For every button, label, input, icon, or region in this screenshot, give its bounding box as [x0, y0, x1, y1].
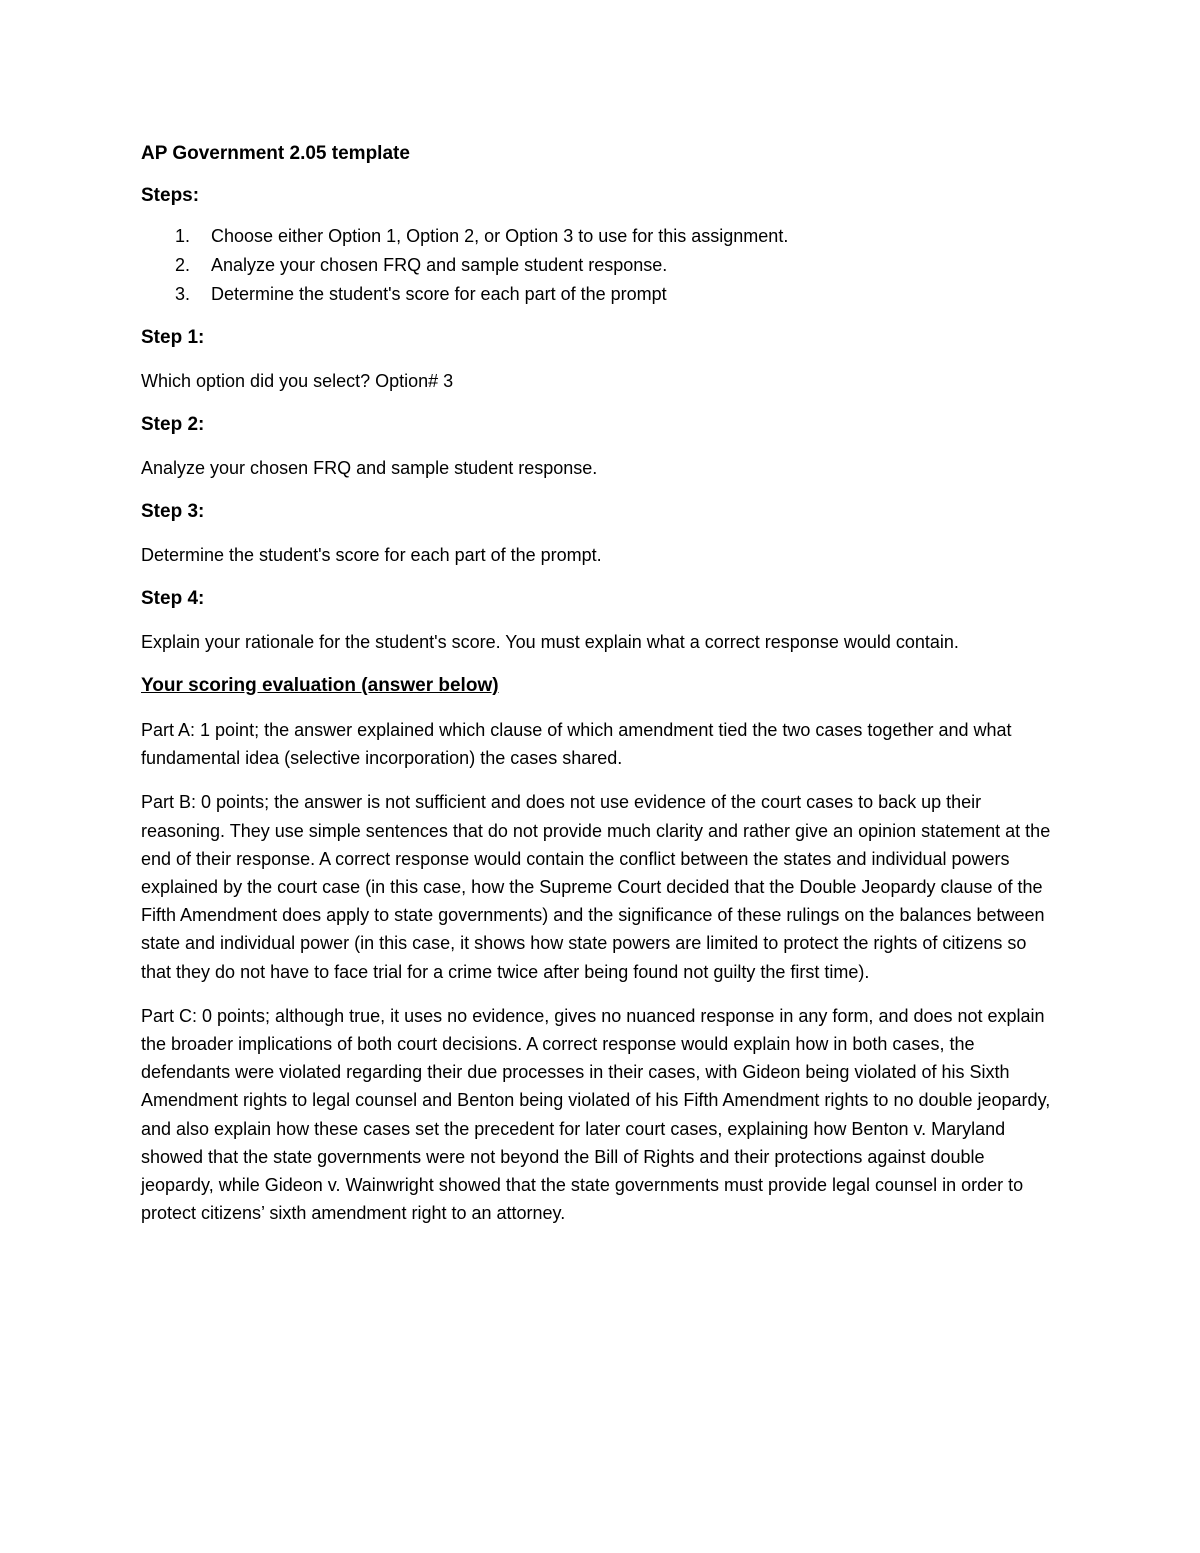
- step2-heading: Step 2:: [141, 414, 205, 435]
- evaluation-heading: Your scoring evaluation (answer below): [141, 675, 499, 696]
- list-item-text: Analyze your chosen FRQ and sample student response.: [211, 255, 668, 275]
- list-item-number: 1.: [175, 226, 191, 246]
- list-item-number: 3.: [175, 284, 191, 304]
- step4-heading: Step 4:: [141, 588, 205, 609]
- steps-list: [141, 222, 1061, 309]
- part-c-paragraph: Part C: 0 points; although true, it uses no evidence, gives no nuanced response in any form, and does not explain the broader implications of both court decisions. A correct response would explain how in both cases, the defendants were violated regarding their due processes in their cases, with Gideon being violated of his Sixth Amendment rights to legal counsel and Benton being violated of his Fifth Amendment rights to no double jeopardy, and also explain how these cases set the precedent for later court cases, explaining how Benton v. Maryland showed that the state governments were not beyond the Bill of Rights and their protections against double jeopardy, while Gideon v. Wainwright showed that the state governments must provide legal counsel in order to protect citizens’ sixth amendment right to an attorney.: [141, 1005, 1051, 1224]
- list-item: [141, 280, 1061, 309]
- step2-text: Analyze your chosen FRQ and sample student response.: [141, 458, 598, 478]
- list-item: [141, 251, 1061, 280]
- step1-text: Which option did you select? Option# 3: [141, 371, 454, 391]
- part-a-paragraph: Part A: 1 point; the answer explained which clause of which amendment tied the two cases together and what fundamental idea (selective incorporation) the cases shared.: [141, 720, 1012, 769]
- document-page: [141, 140, 1061, 1243]
- step3-heading: Step 3:: [141, 501, 205, 522]
- document-title: AP Government 2.05 template: [141, 143, 410, 164]
- list-item-text: Determine the student's score for each part of the prompt: [211, 284, 667, 304]
- step3-text: Determine the student's score for each part of the prompt.: [141, 545, 602, 565]
- part-b-paragraph: Part B: 0 points; the answer is not sufficient and does not use evidence of the court cases to back up their reasoning. They use simple sentences that do not provide much clarity and rather give an opinion statement at the end of their response. A correct response would contain the conflict between the states and individual powers explained by the court case (in this case, how the Supreme Court decided that the Double Jeopardy clause of the Fifth Amendment does apply to state governments) and the significance of these rulings on the balances between state and individual power (in this case, it shows how state powers are limited to protect the rights of citizens so that they do not have to face trial for a crime twice after being found not guilty the first time).: [141, 792, 1051, 982]
- list-item: [141, 222, 1061, 251]
- step4-text: Explain your rationale for the student's score. You must explain what a correct response would contain.: [141, 632, 959, 652]
- list-item-text: Choose either Option 1, Option 2, or Option 3 to use for this assignment.: [211, 226, 789, 246]
- list-item-number: 2.: [175, 255, 191, 275]
- step1-heading: Step 1:: [141, 327, 205, 348]
- steps-heading: Steps:: [141, 185, 200, 206]
